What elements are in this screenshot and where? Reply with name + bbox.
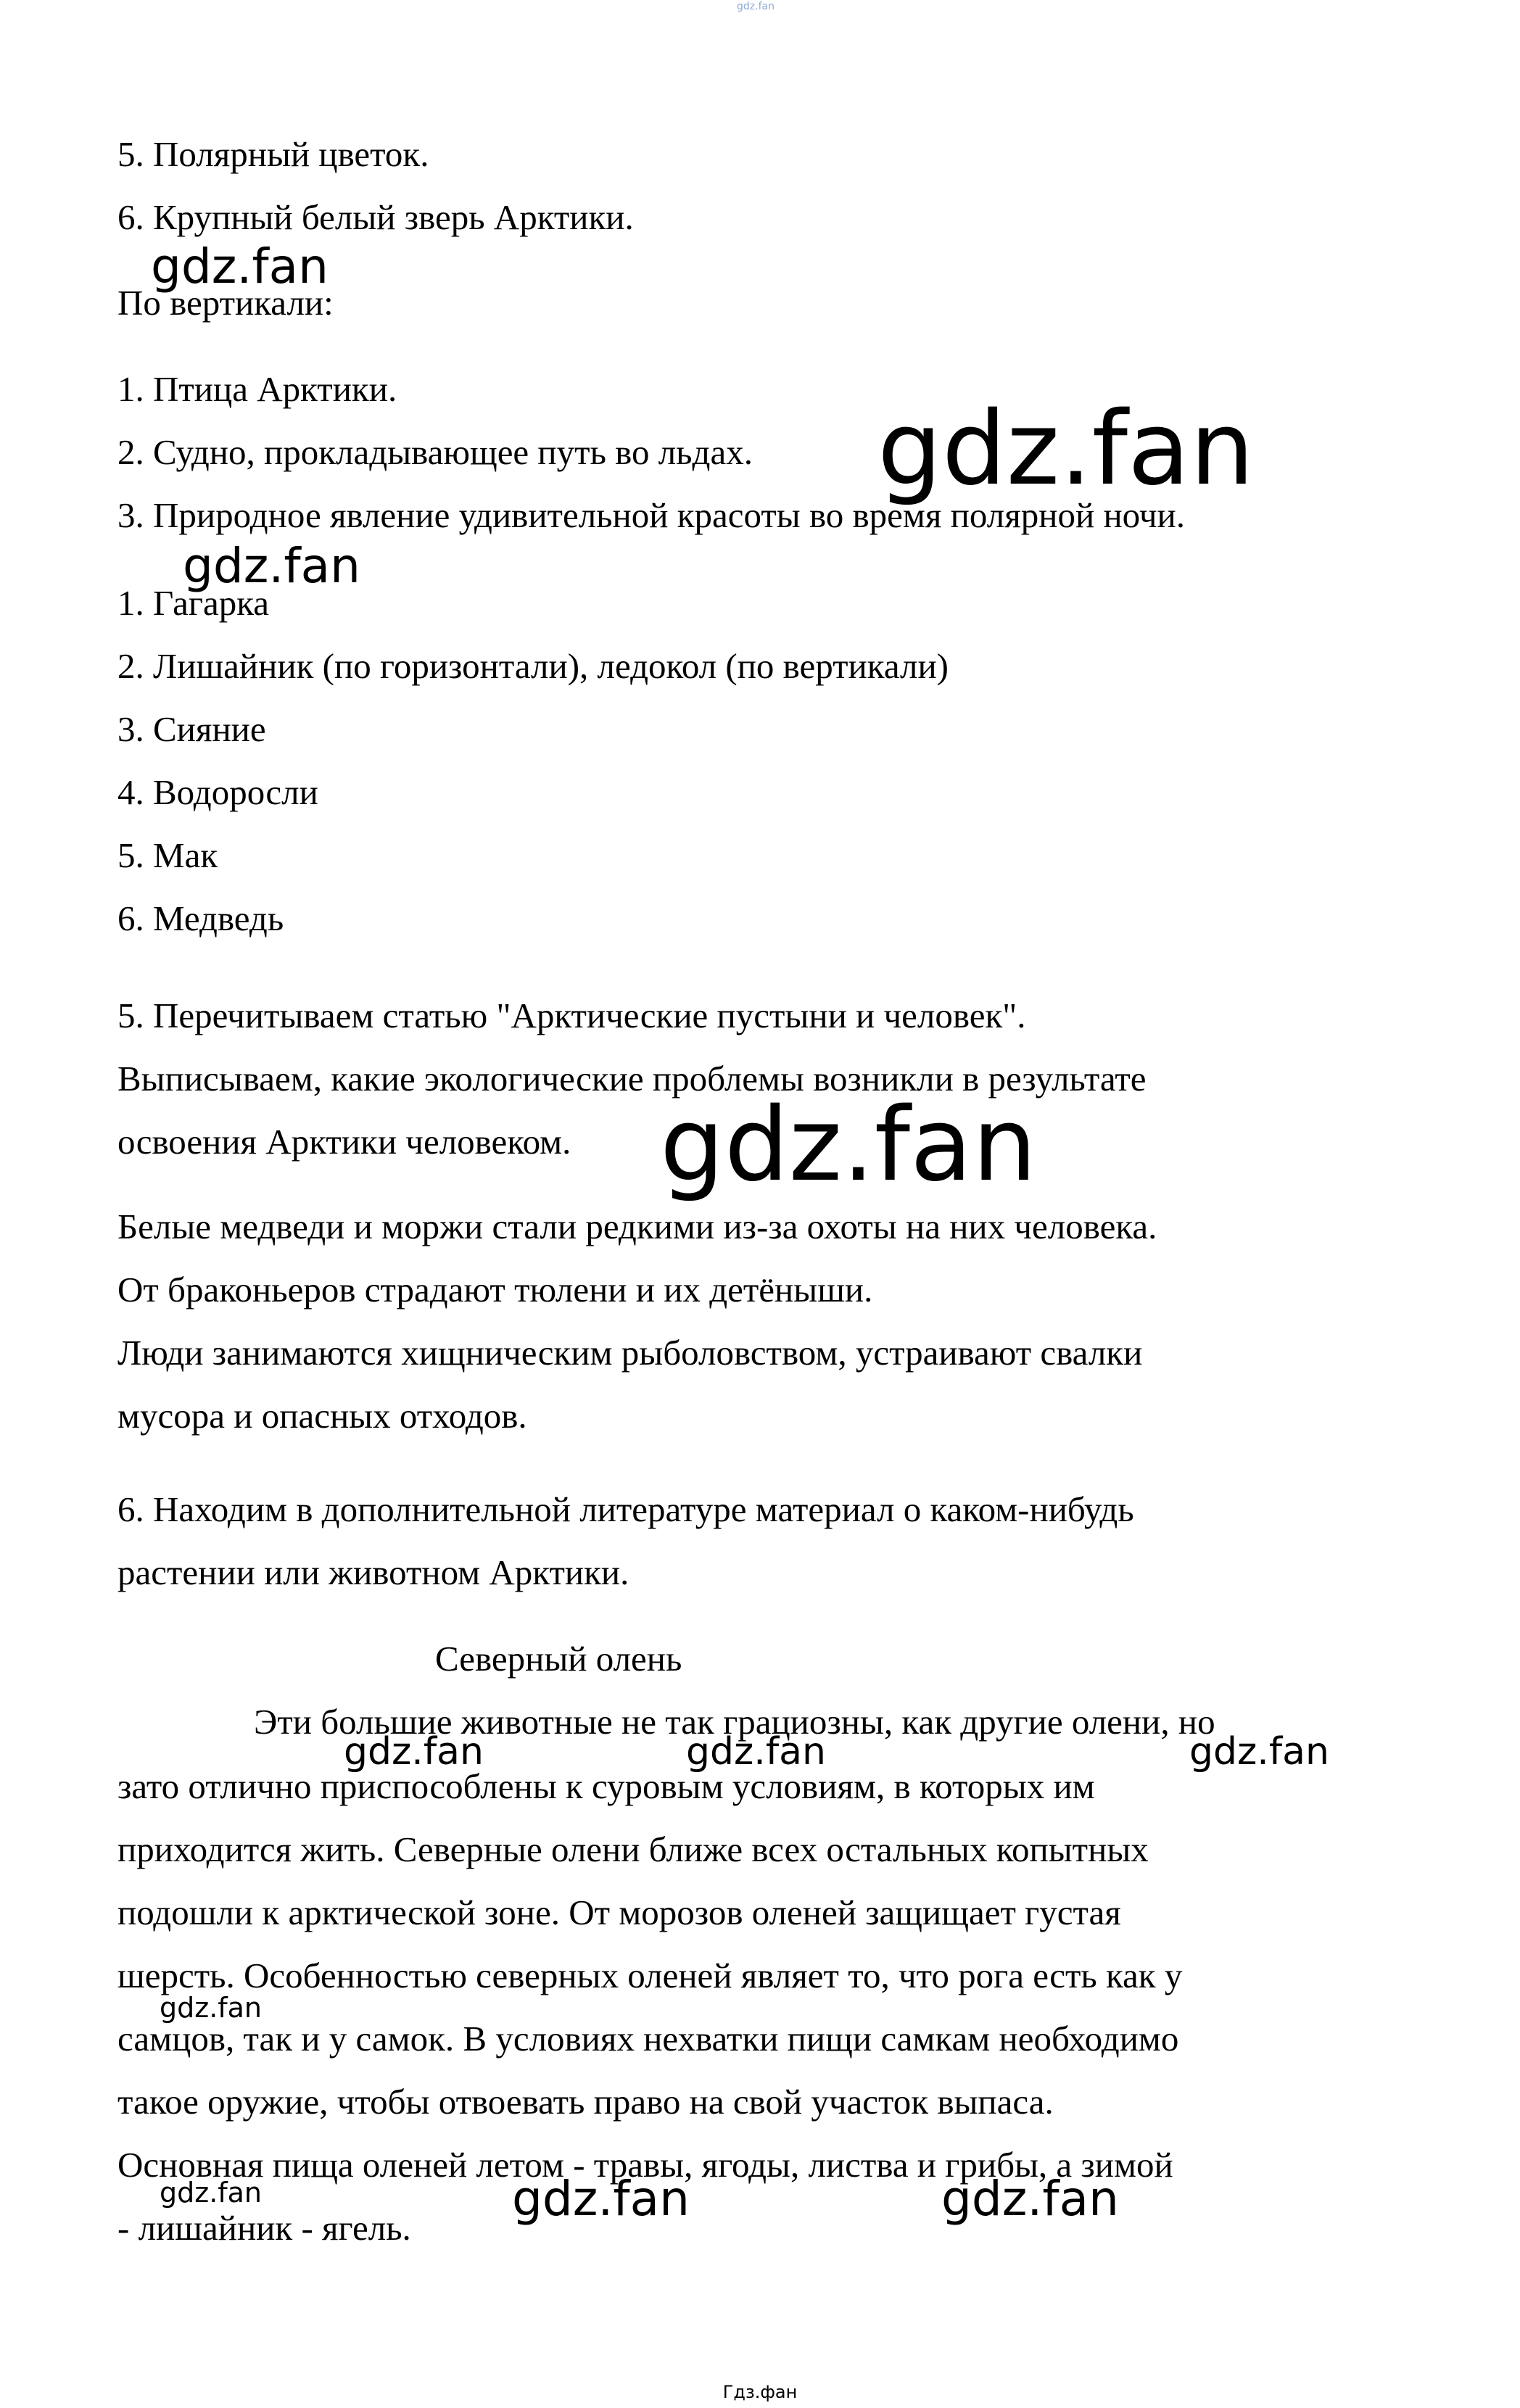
answer-6: 6. Медведь	[117, 898, 284, 938]
watermark: gdz.fan	[160, 2177, 263, 2209]
answer-5: 5. Мак	[117, 835, 218, 875]
watermark: gdz.fan	[344, 1730, 484, 1774]
task6-line-2: растении или животном Арктики.	[117, 1552, 629, 1592]
watermark: gdz.fan	[183, 538, 360, 594]
header-watermark: gdz.fan	[737, 1, 775, 12]
article-line-1: Эти большие животные не так грациозны, как другие олени, но	[254, 1702, 1215, 1742]
task5-line-1: 5. Перечитываем статью "Арктические пустыни и человек".	[117, 996, 1026, 1035]
task5-answer-2: От браконьеров страдают тюлени и их детёныши.	[117, 1270, 873, 1309]
answer-1: 1. Гагарка	[117, 583, 270, 623]
watermark: gdz.fan	[660, 1086, 1037, 1204]
watermark: gdz.fan	[877, 390, 1255, 508]
watermark: gdz.fan	[512, 2171, 690, 2227]
task5-answer-4: мусора и опасных отходов.	[117, 1396, 527, 1436]
watermark: gdz.fan	[160, 1992, 263, 2024]
watermark: gdz.fan	[1189, 1730, 1329, 1774]
horizontal-clue-6: 6. Крупный белый зверь Арктики.	[117, 197, 634, 237]
article-line-3: приходится жить. Северные олени ближе всех остальных копытных	[117, 1829, 1149, 1869]
task5-answer-3: Люди занимаются хищническим рыболовством, устраивают свалки	[117, 1333, 1143, 1373]
answer-4: 4. Водоросли	[117, 772, 318, 812]
vertical-clue-2: 2. Судно, прокладывающее путь во льдах.	[117, 432, 753, 472]
article-line-2: зато отлично приспособлены к суровым условиям, в которых им	[117, 1766, 1095, 1806]
task6-line-1: 6. Находим в дополнительной литературе материал о каком-нибудь	[117, 1489, 1134, 1529]
footer-text: Гдз.фан	[722, 2382, 798, 2402]
article-line-9: - лишайник - ягель.	[117, 2208, 411, 2248]
vertical-clue-3: 3. Природное явление удивительной красоты во время полярной ночи.	[117, 495, 1186, 535]
article-line-7: такое оружие, чтобы отвоевать право на свой участок выпаса.	[117, 2082, 1054, 2122]
vertical-heading: По вертикали:	[117, 283, 334, 323]
watermark: gdz.fan	[686, 1730, 826, 1774]
task5-line-2: Выписываем, какие экологические проблемы возникли в результате	[117, 1059, 1147, 1099]
vertical-clue-1: 1. Птица Арктики.	[117, 369, 397, 409]
watermark: gdz.fan	[941, 2171, 1119, 2227]
horizontal-clue-5: 5. Полярный цветок.	[117, 134, 429, 174]
article-line-5: шерсть. Особенностью северных оленей являет то, что рога есть как у	[117, 1956, 1183, 1995]
answer-3: 3. Сияние	[117, 709, 266, 749]
watermark: gdz.fan	[151, 239, 329, 294]
task5-answer-1: Белые медведи и моржи стали редкими из-за охоты на них человека.	[117, 1207, 1157, 1246]
article-line-8: Основная пища оленей летом - травы, ягоды, листва и грибы, а зимой	[117, 2145, 1173, 2185]
article-line-4: подошли к арктической зоне. От морозов оленей защищает густая	[117, 1892, 1121, 1932]
article-title: Северный олень	[435, 1639, 682, 1679]
article-line-6: самцов, так и у самок. В условиях нехватки пищи самкам необходимо	[117, 2019, 1179, 2059]
answer-2: 2. Лишайник (по горизонтали), ледокол (по вертикали)	[117, 646, 949, 686]
task5-line-3: освоения Арктики человеком.	[117, 1122, 571, 1162]
